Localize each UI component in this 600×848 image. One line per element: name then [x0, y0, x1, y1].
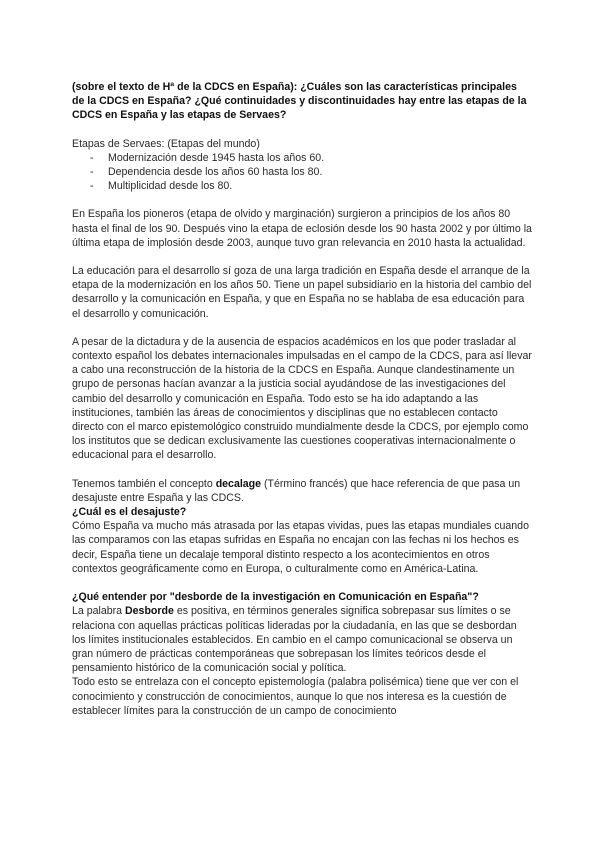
- text-span: (Término francés) que hace referencia de que pasa un desajuste entre España y las CDCS.: [72, 477, 521, 504]
- document-page: [72, 80, 532, 718]
- paragraph-desajuste: Cómo España va mucho más atrasada por las etapas vividas, pues las etapas mundiales cuando las comparamos con las etapas sufridas en España no encajan con las fechas ni los hechos es decir, España tiene un decalaje temporal distinto respecto a los acontecimientos en otros contextos geográficamente como en Europa, o culturalmente como en América-Latina.: [72, 520, 529, 575]
- servaes-section: [72, 137, 532, 194]
- term-decalage: decalage: [215, 477, 262, 490]
- question-heading: (sobre el texto de Hª de la CDCS en España): ¿Cuáles son las características principales de la CDCS en España? ¿Qué continuidades y discontinuidades hay entre las etapas de la CDCS en España y las etapas de Servaes?: [72, 81, 527, 122]
- list-item: - Multiplicidad desde los 80.: [90, 179, 532, 193]
- paragraph-dictadura: A pesar de la dictadura y de la ausencia de espacios académicos en los que poder trasladar al contexto español los debates internacionales impulsadas en el campo de la CDCS, para así llevar a cabo una reconstrucción de la historia de la CDCS en España. Aunque clandestinamente un grupo de personas hacían avanzar a la justicia social ayudándose de las investigaciones del cambio del desarrollo y comunicación en España. Todo esto se ha ido adaptando a las instituciones, también las áreas de conocimientos y disciplinas que no establecen contacto directo con el marco epistemológico construido mundialmente desde la CDCS, por ejemplo como los institutos que se dedican exclusivamente las cuestiones cooperativas internacionalmente o educacional para el desarrollo.: [72, 335, 532, 462]
- text-span: es positiva, en términos generales significa sobrepasar sus límites o se relaciona con aquellas prácticas políticas lideradas por la ciudadanía, en las que se desbordan los límites institucionales establecidos. En cambio en el campo comunicacional se observa un gran número de prácticas contemporáneas que sobrepasan los límites teóricos desde el pensamiento histórico de la comunicación social y política.: [72, 605, 517, 675]
- text-span: Tenemos también el concepto: [72, 477, 216, 490]
- list-item: - Dependencia desde los años 60 hasta los 80.: [90, 165, 532, 179]
- question-desajuste: ¿Cuál es el desajuste?: [72, 506, 187, 519]
- servaes-title: Etapas de Servaes: (Etapas del mundo): [72, 137, 260, 150]
- list-item: - Modernización desde 1945 hasta los años 60.: [90, 151, 532, 165]
- text-span: La palabra: [72, 605, 126, 618]
- question-desborde: ¿Qué entender por "desborde de la investigación en Comunicación en España"?: [72, 591, 479, 604]
- paragraph-epistemologia: Todo esto se entrelaza con el concepto epistemología (palabra polisémica) tiene que ver con el conocimiento y construcción de conocimientos, aunque lo que nos interesa es la cuestión de establecer límites para la construcción de un campo de conocimiento: [72, 676, 519, 717]
- paragraph-desborde: [72, 604, 532, 675]
- term-desborde: Desborde: [125, 605, 174, 618]
- servaes-list: [72, 151, 532, 194]
- paragraph-pioneros: En España los pioneros (etapa de olvido y marginación) surgieron a principios de los años 80 hasta el final de los 90. Después vino la etapa de eclosión desde los 90 hasta 2002 y por último la última etapa de implosión desde 2003, aunque tuvo gran relevancia en 2010 hasta la actualidad.: [72, 208, 532, 249]
- paragraph-educacion: La educación para el desarrollo sí goza de una larga tradición en España desde el arranque de la etapa de la modernización en los años 50. Tiene un papel subsidiario en la historia del cambio del desarrollo y la comunicación en España, y que en España no se hablaba de esa educación para el desarrollo y comunicación.: [72, 265, 532, 320]
- paragraph-decalage: [72, 477, 532, 505]
